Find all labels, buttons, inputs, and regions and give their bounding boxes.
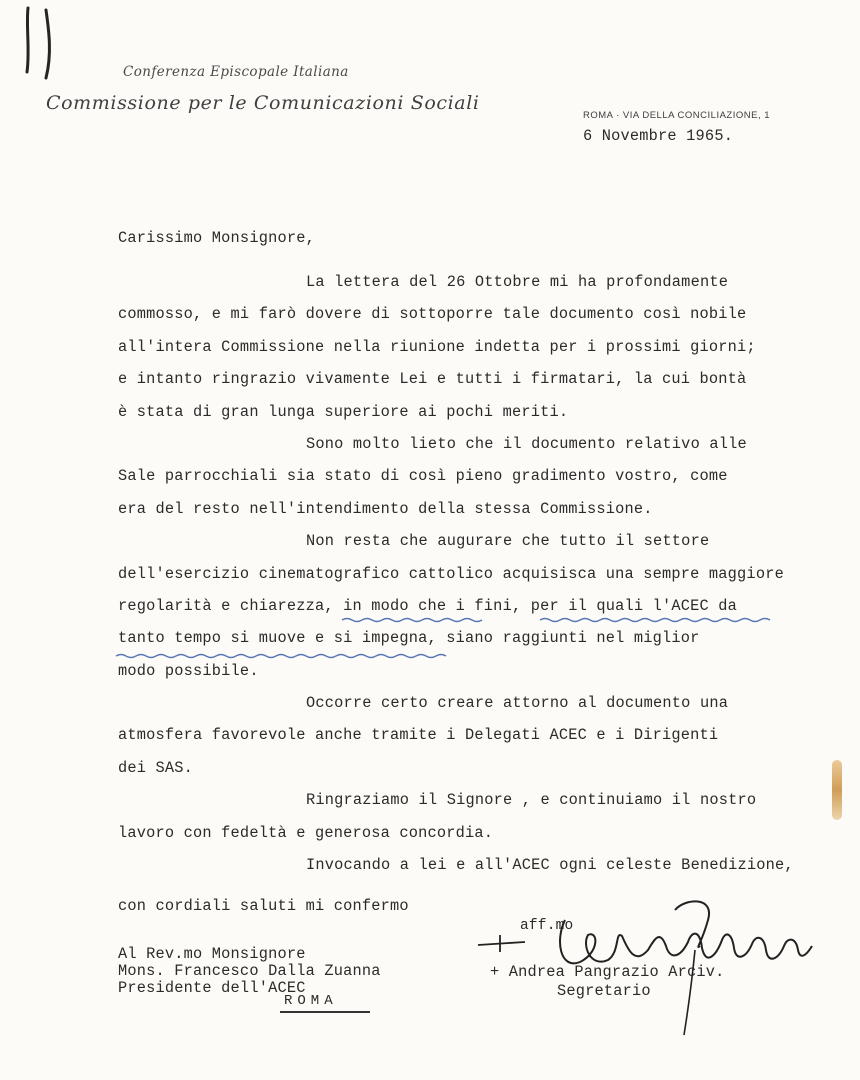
recipient-line: Mons. Francesco Dalla Zuanna xyxy=(118,962,381,980)
body-line: è stata di gran lunga superiore ai pochi meriti. xyxy=(118,402,569,421)
letterhead-address: ROMA · VIA DELLA CONCILIAZIONE, 1 xyxy=(583,110,771,121)
paper-stain xyxy=(832,760,842,820)
body-line: La lettera del 26 Ottobre mi ha profondamente xyxy=(306,273,729,291)
body-line: Sono molto lieto che il documento relativo alle xyxy=(306,434,747,453)
body-line: Invocando a lei e all'ACEC ogni celeste Benedizione, xyxy=(306,856,794,875)
body-line-text: regolarità e chiarezza, in modo che i fini, per il quali l'ACEC da xyxy=(118,596,738,615)
signatory-role: Segretario xyxy=(557,982,651,1000)
signature-affmo: aff.mo xyxy=(520,918,574,934)
closing-line: con cordiali saluti mi confermo xyxy=(118,897,409,915)
body-line: dei SAS. xyxy=(118,758,194,777)
recipient-line: Presidente dell'ACEC xyxy=(118,979,306,997)
recipient-block xyxy=(118,946,381,997)
body-line: lavoro con fedeltà e generosa concordia. xyxy=(118,823,494,842)
letterhead-commission: Commissione per le Comunicazioni Sociali xyxy=(46,92,480,114)
body-line: commosso, e mi farò dovere di sottoporre tale documento così nobile xyxy=(118,305,747,324)
body-line: Ringraziamo il Signore , e continuiamo il nostro xyxy=(306,791,757,810)
body-line: Non resta che augurare che tutto il settore xyxy=(306,532,710,551)
body-line-underlined: tanto tempo si muove e si impegna, siano raggiunti nel miglior xyxy=(118,629,700,648)
body-line: all'intera Commissione nella riunione indetta per i prossimi giorni; xyxy=(118,337,756,356)
letterhead-conference: Conferenza Episcopale Italiana xyxy=(123,64,349,80)
archive-mark-icon xyxy=(16,6,66,86)
city-rule xyxy=(280,1011,370,1013)
body-line: Occorre certo creare attorno al documento una xyxy=(306,694,729,713)
body-line: dell'esercizio cinematografico cattolico acquisisca una sempre maggiore xyxy=(118,564,784,583)
letter-body xyxy=(118,273,838,888)
body-line: era del resto nell'intendimento della stessa Commissione. xyxy=(118,499,653,518)
body-line: atmosfera favorevole anche tramite i Delegati ACEC e i Dirigenti xyxy=(118,726,719,745)
pen-underline-icon xyxy=(114,650,454,664)
body-line: Sale parrocchiali sia stato di così pieno gradimento vostro, come xyxy=(118,467,728,486)
body-line: modo possibile. xyxy=(118,661,259,680)
recipient-city: ROMA xyxy=(284,993,338,1009)
signatory-name: + Andrea Pangrazio Arciv. xyxy=(490,963,725,981)
letter-date: 6 Novembre 1965. xyxy=(583,127,734,145)
body-line: e intanto ringrazio vivamente Lei e tutti i firmatari, la cui bontà xyxy=(118,370,747,389)
salutation: Carissimo Monsignore, xyxy=(118,229,315,247)
recipient-line: Al Rev.mo Monsignore xyxy=(118,945,306,963)
